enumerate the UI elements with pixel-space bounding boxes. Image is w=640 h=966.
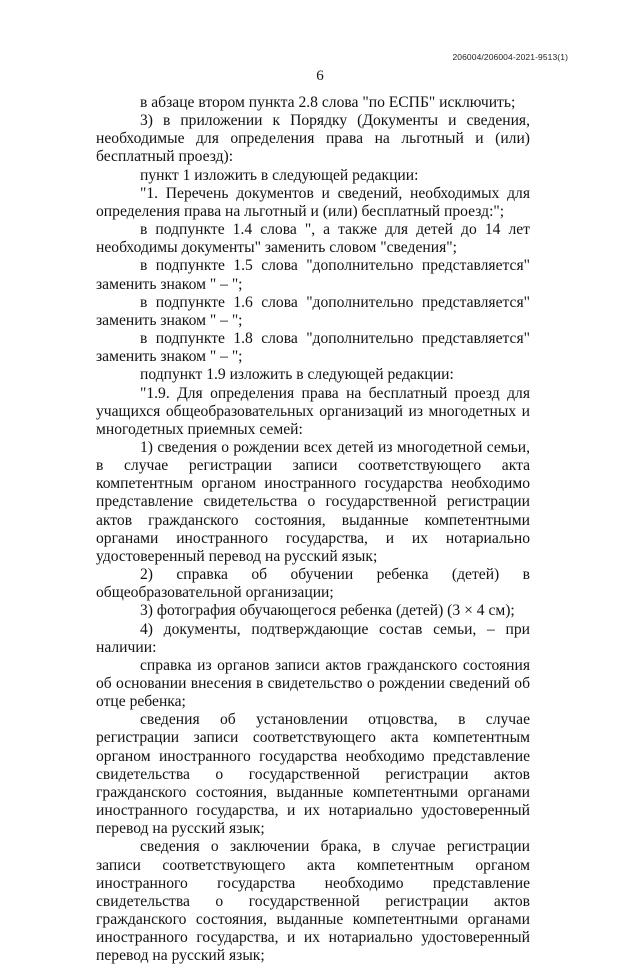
paragraph: в подпункте 1.5 слова "дополнительно представляется" заменить знаком " – "; — [96, 257, 530, 293]
paragraph: сведения о заключении брака, в случае регистрации записи соответствующего акта компетентным органом иностранного государства необходимо представление свидетельства о государственной регистрации актов гражданского состояния, выданные компетентными органами иностранного государства, и их нотариально удостоверенный перевод на русский язык; — [96, 838, 530, 965]
paragraph: в подпункте 1.6 слова "дополнительно представляется" заменить знаком " – "; — [96, 293, 530, 329]
paragraph: пункт 1 изложить в следующей редакции: — [140, 166, 419, 184]
paragraph: 3) в приложении к Порядку (Документы и сведения, необходимые для определения права на льготный и (или) бесплатный проезд): — [96, 112, 530, 166]
paragraph: подпункт 1.9 изложить в следующей редакции: — [140, 366, 454, 384]
document-body — [96, 94, 530, 966]
paragraph: в абзаце втором пункта 2.8 слова "по ЕСПБ" исключить; — [140, 94, 516, 111]
paragraph: сведения об установлении отцовства, в случае регистрации записи соответствующего акта компетентным органом иностранного государства необходимо представление свидетельства о государственной регистрации актов гражданского состояния, выданные компетентными органами иностранного государства, и их нотариально удостоверенный перевод на русский язык; — [96, 711, 530, 838]
paragraph: 1) сведения о рождении всех детей из многодетной семьи, в случае регистрации записи соответствующего акта компетентным органом иностранного государства необходимо представление свидетельства о государственной регистрации актов гражданского состояния, выданные компетентными органами иностранного государства, и их нотариально удостоверенный перевод на русский язык; — [96, 438, 530, 565]
paragraph: "1.9. Для определения права на бесплатный проезд для учащихся общеобразовательных организаций из многодетных и многодетных приемных семей: — [96, 384, 530, 438]
paragraph: в подпункте 1.4 слова ", а также для детей до 14 лет необходимы документы" заменить словом "сведения"; — [96, 221, 530, 257]
document-id: 206004/206004-2021-9513(1) — [452, 52, 568, 62]
page-number: 6 — [316, 68, 324, 84]
paragraph: 3) фотография обучающегося ребенка (детей) (3 × 4 см); — [140, 602, 515, 620]
paragraph: справка из органов записи актов гражданского состояния об основании внесения в свидетельство о рождении сведений об отце ребенка; — [96, 656, 530, 711]
paragraph: "1. Перечень документов и сведений, необходимых для определения права на льготный и (или) бесплатный проезд:"; — [96, 184, 530, 220]
paragraph: 4) документы, подтверждающие состав семьи, – при наличии: — [96, 620, 530, 656]
paragraph: 2) справка об обучении ребенка (детей) в общеобразовательной организации; — [96, 566, 530, 602]
paragraph: в подпункте 1.8 слова "дополнительно представляется" заменить знаком " – "; — [96, 330, 530, 366]
